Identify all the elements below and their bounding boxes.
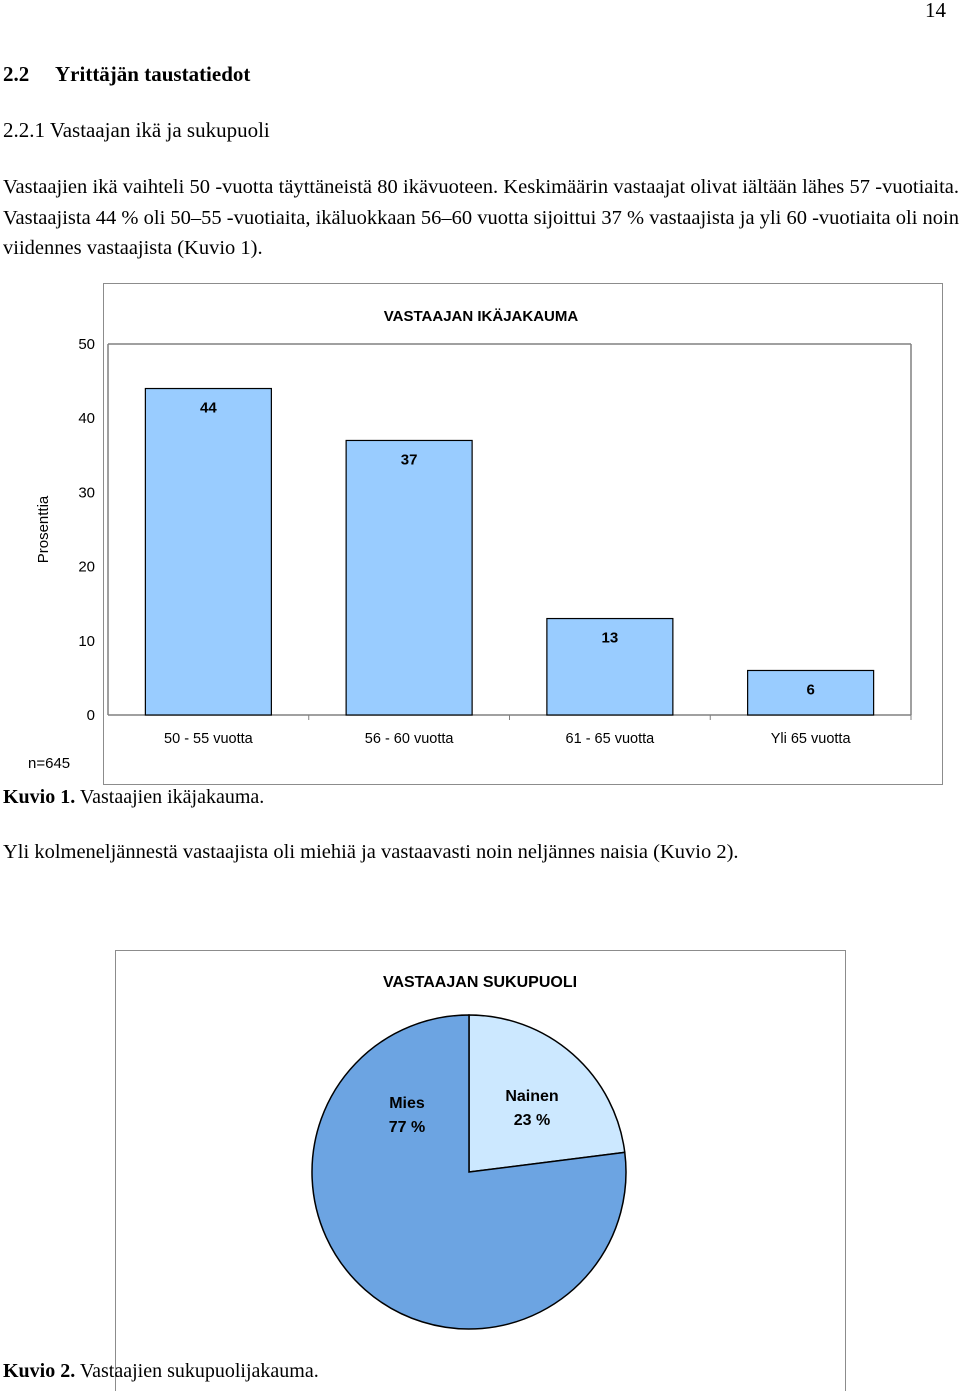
y-tick-label: 40 <box>78 410 95 428</box>
gender-caption-label: Kuvio 2. <box>3 1360 76 1382</box>
bar-data-label: 37 <box>400 451 418 469</box>
x-tick-label: 50 - 55 vuotta <box>164 731 253 747</box>
page-number: 14 <box>925 0 946 22</box>
bar-data-label: 13 <box>601 629 619 647</box>
y-axis-label: Prosenttia <box>35 495 52 564</box>
x-tick-label: Yli 65 vuotta <box>770 731 851 747</box>
x-tick-label: 56 - 60 vuotta <box>364 731 454 747</box>
pie-value-nainen: 23 % <box>513 1112 551 1129</box>
chart-title: VASTAAJAN IKÄJAKAUMA <box>383 308 579 325</box>
x-tick-label: 61 - 65 vuotta <box>565 731 655 747</box>
y-tick-label: 30 <box>78 484 95 502</box>
pie-label-nainen: Nainen <box>505 1088 559 1105</box>
gender-chart-caption <box>3 1360 319 1383</box>
sample-size-note: n=645 <box>28 755 71 772</box>
gender-paragraph: Yli kolmeneljännestä vastaajista oli miehiä ja vastaavasti noin neljännes naisia (Kuvio 2). <box>3 841 739 863</box>
y-tick-label: 10 <box>78 632 95 650</box>
bar-data-label: 44 <box>200 399 217 417</box>
pie-value-mies: 77 % <box>388 1119 426 1136</box>
age-caption-text: Vastaajien ikäjakauma. <box>75 786 265 808</box>
pie-label-mies: Mies <box>389 1095 425 1112</box>
chart-title: VASTAAJAN SUKUPUOLI <box>382 974 578 991</box>
age-caption-label: Kuvio 1. <box>3 786 76 808</box>
y-tick-label: 50 <box>78 336 95 353</box>
section-title: Yrittäjän taustatiedot <box>55 62 251 86</box>
subsection-heading: 2.2.1 Vastaajan ikä ja sukupuoli <box>3 118 270 142</box>
y-tick-label: 0 <box>86 707 95 724</box>
bar-data-label: 6 <box>806 681 815 699</box>
section-number: 2.2 <box>3 62 30 86</box>
y-tick-label: 20 <box>78 558 95 576</box>
gender-caption-text: Vastaajien sukupuolijakauma. <box>75 1360 319 1382</box>
intro-paragraph: Vastaajien ikä vaihteli 50 -vuotta täyttäneistä 80 ikävuoteen. Keskimäärin vastaajat olivat iältään lähes 57 -vuotiaita. Vastaajista 44 % oli 50–55 -vuotiaita, ikäluokkaan 56–60 vuotta sijoittui 37 % vastaajista ja yli 60 -vuotiaita oli noin viidennes vastaajista (Kuvio 1). <box>3 176 959 259</box>
